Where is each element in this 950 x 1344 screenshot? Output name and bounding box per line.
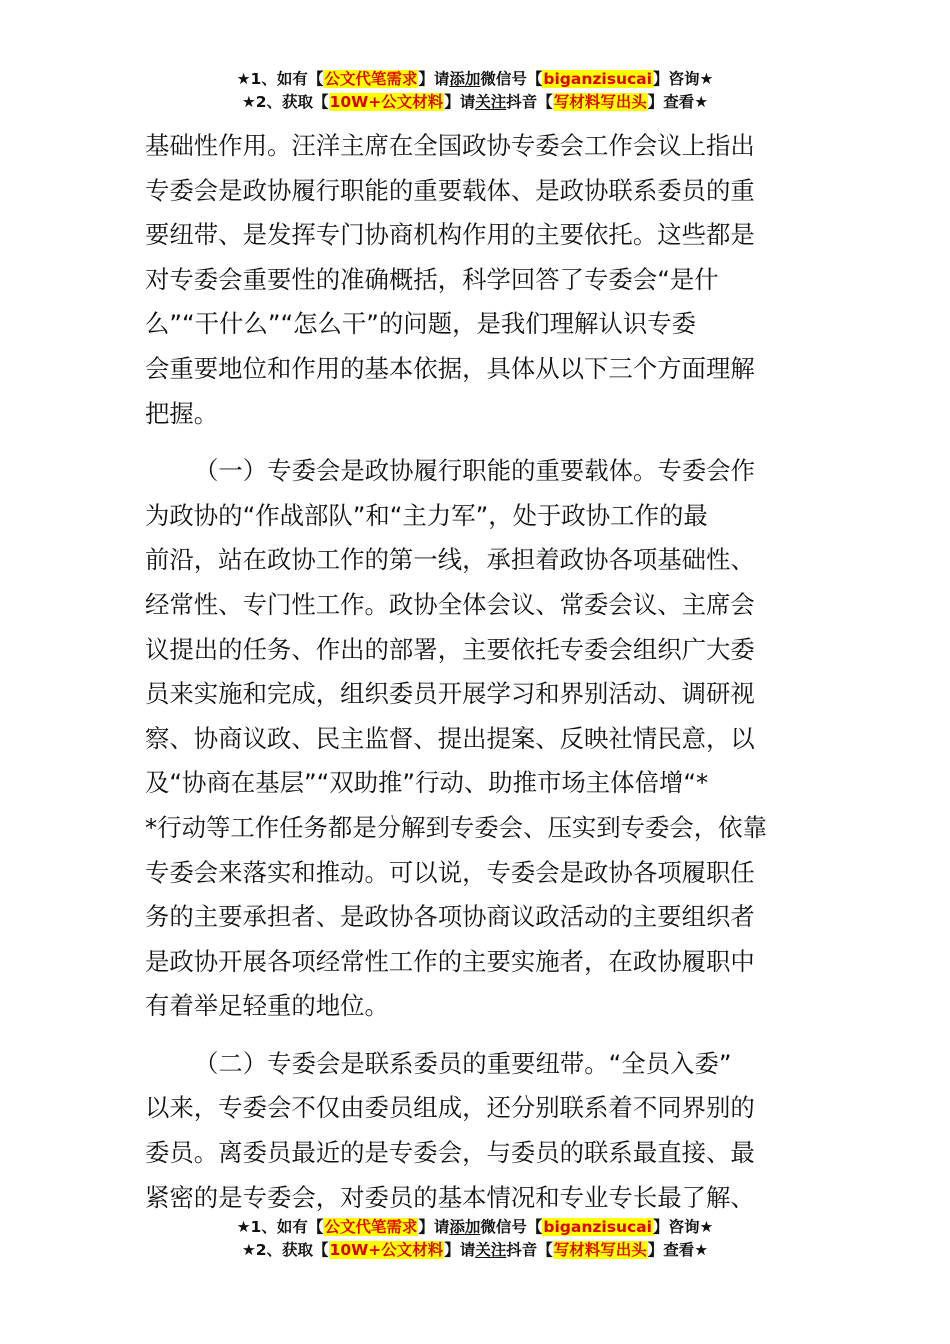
underlined-word: 关注 bbox=[475, 1241, 507, 1259]
underlined-word: 添加 bbox=[449, 1218, 481, 1236]
banner-text: 】请 bbox=[418, 70, 450, 88]
text-line: （一）专委会是政协履行职能的重要载体。专委会作 bbox=[194, 456, 755, 486]
highlight-service: 公文代笔需求 bbox=[324, 70, 418, 88]
text-line: *行动等工作任务都是分解到专委会、压实到专委会，依靠 bbox=[145, 812, 767, 842]
banner-text: 微信号【 bbox=[480, 1218, 543, 1236]
text-line: 经常性、专门性工作。政协全体会议、常委会议、主席会 bbox=[145, 589, 755, 619]
highlight-materials: 10W+公文材料 bbox=[329, 1241, 444, 1259]
text-line: （二）专委会是联系委员的重要纽带。“全员入委” bbox=[194, 1048, 732, 1078]
document-body bbox=[145, 124, 810, 1220]
text-line: 及“协商在基层”“双助推”行动、助推市场主体倍增“* bbox=[145, 768, 709, 798]
paragraph-2 bbox=[145, 449, 810, 1029]
text-line: 委员。离委员最近的是专委会，与委员的联系最直接、最 bbox=[145, 1138, 755, 1168]
text-line: 会重要地位和作用的基本依据，具体从以下三个方面理解 bbox=[145, 353, 755, 383]
banner-text: ★1、如有【 bbox=[236, 70, 324, 88]
banner-line-1 bbox=[0, 1216, 950, 1239]
banner-text: 】请 bbox=[444, 93, 476, 111]
text-line: 员来实施和完成，组织委员开展学习和界别活动、调研视 bbox=[145, 679, 755, 709]
text-line: 是政协开展各项经常性工作的主要实施者，在政协履职中 bbox=[145, 946, 755, 976]
text-line: 把握。 bbox=[145, 398, 219, 428]
text-line: 紧密的是专委会，对委员的基本情况和专业专长最了解、 bbox=[145, 1182, 755, 1212]
highlight-wechat-id: biganzisucai bbox=[543, 70, 652, 88]
banner-line-2 bbox=[0, 1239, 950, 1262]
banner-text: ★1、如有【 bbox=[236, 1218, 324, 1236]
text-line: 么”“干什么”“怎么干”的问题，是我们理解认识专委 bbox=[145, 309, 696, 339]
text-line: 前沿，站在政协工作的第一线，承担着政协各项基础性、 bbox=[145, 545, 755, 575]
text-line: 议提出的任务、作出的部署，主要依托专委会组织广大委 bbox=[145, 634, 755, 664]
banner-line-2 bbox=[0, 91, 950, 114]
banner-text: ★2、获取【 bbox=[241, 1241, 329, 1259]
header-banner bbox=[0, 68, 950, 114]
highlight-wechat-id: biganzisucai bbox=[543, 1218, 652, 1236]
banner-text: 】查看★ bbox=[647, 1241, 709, 1259]
banner-text: 】咨询★ bbox=[652, 70, 714, 88]
text-line: 以来，专委会不仅由委员组成，还分别联系着不同界别的 bbox=[145, 1093, 755, 1123]
highlight-service: 公文代笔需求 bbox=[324, 1218, 418, 1236]
paragraph-3 bbox=[145, 1042, 810, 1220]
paragraph-1 bbox=[145, 124, 810, 436]
text-line: 察、协商议政、民主监督、提出提案、反映社情民意，以 bbox=[145, 723, 755, 753]
highlight-douyin-account: 写材料写出头 bbox=[553, 93, 647, 111]
text-line: 务的主要承担者、是政协各项协商议政活动的主要组织者 bbox=[145, 902, 755, 932]
highlight-materials: 10W+公文材料 bbox=[329, 93, 444, 111]
highlight-douyin-account: 写材料写出头 bbox=[553, 1241, 647, 1259]
banner-text: ★2、获取【 bbox=[241, 93, 329, 111]
text-line: 为政协的“作战部队”和“主力军”，处于政协工作的最 bbox=[145, 500, 708, 530]
banner-text: 抖音【 bbox=[506, 93, 553, 111]
underlined-word: 关注 bbox=[475, 93, 507, 111]
text-line: 专委会来落实和推动。可以说，专委会是政协各项履职任 bbox=[145, 857, 755, 887]
banner-text: 微信号【 bbox=[480, 70, 543, 88]
banner-text: 】查看★ bbox=[647, 93, 709, 111]
banner-text: 】请 bbox=[444, 1241, 476, 1259]
underlined-word: 添加 bbox=[449, 70, 481, 88]
text-line: 对专委会重要性的准确概括，科学回答了专委会“是什 bbox=[145, 264, 719, 294]
banner-text: 】请 bbox=[418, 1218, 450, 1236]
footer-banner bbox=[0, 1216, 950, 1262]
text-line: 基础性作用。汪洋主席在全国政协专委会工作会议上指出 bbox=[145, 131, 755, 160]
banner-text: 抖音【 bbox=[506, 1241, 553, 1259]
text-line: 专委会是政协履行职能的重要载体、是政协联系委员的重 bbox=[145, 175, 755, 205]
banner-line-1 bbox=[0, 68, 950, 91]
banner-text: 】咨询★ bbox=[652, 1218, 714, 1236]
text-line: 有着举足轻重的地位。 bbox=[145, 991, 389, 1021]
text-line: 要纽带、是发挥专门协商机构作用的主要依托。这些都是 bbox=[145, 220, 755, 250]
